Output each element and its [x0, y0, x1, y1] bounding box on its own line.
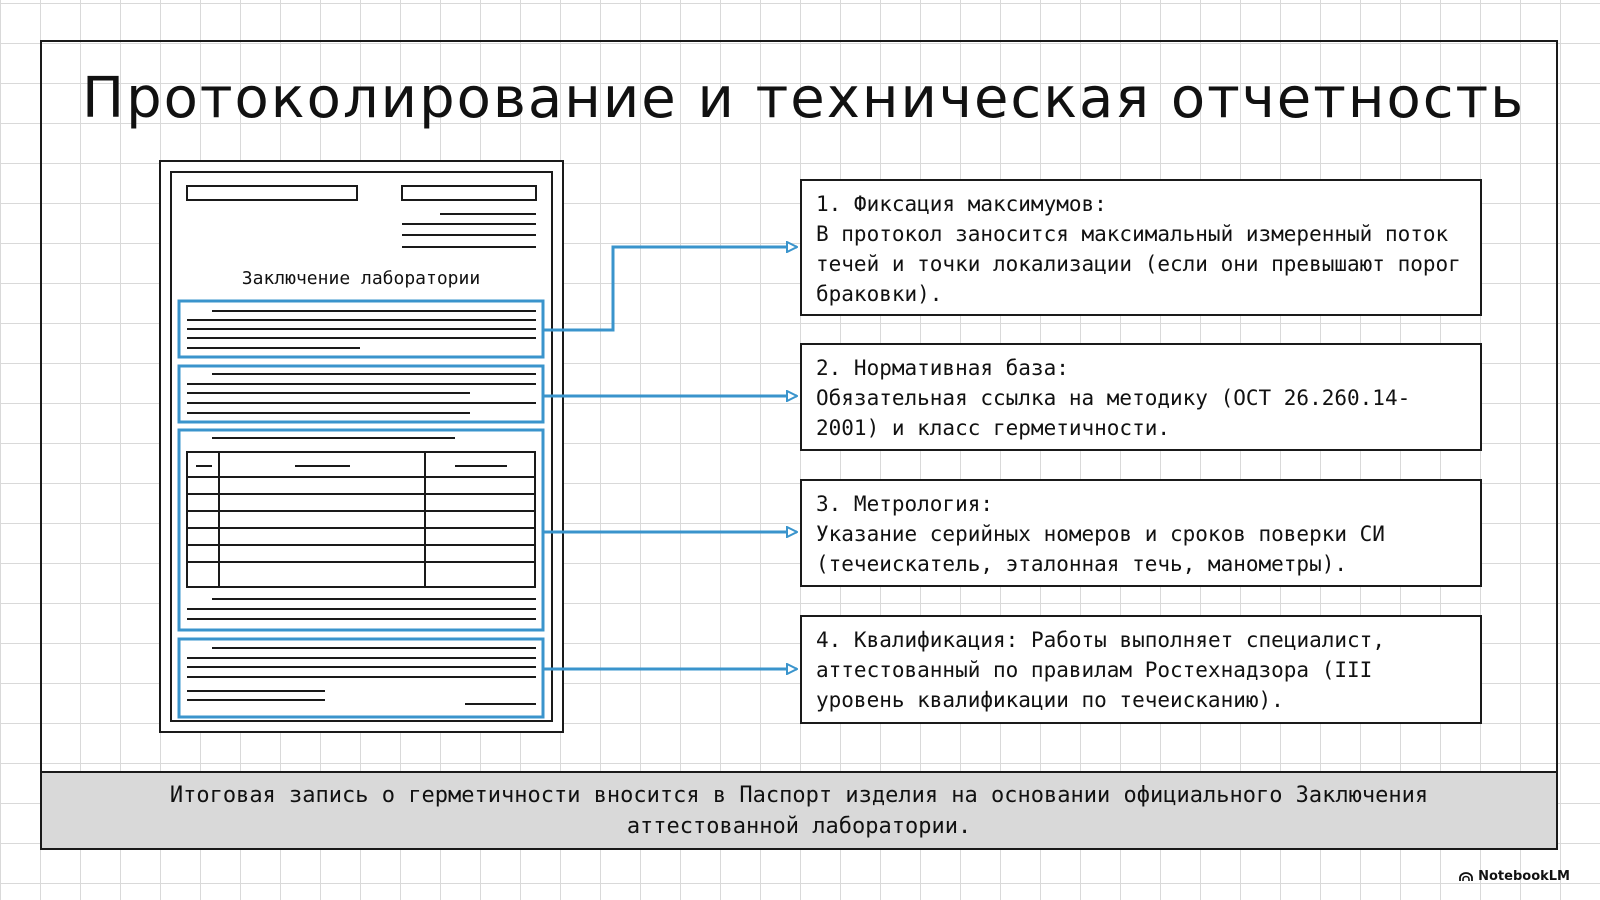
doc-header-field-right: [402, 186, 536, 200]
document-heading: Заключение лаборатории: [241, 268, 481, 289]
info-box-3-heading: 3. Метрология:: [816, 492, 994, 516]
info-box-3-body: Указание серийных номеров и сроков поверки СИ (течеискатель, эталонная течь, манометры).: [816, 522, 1398, 576]
connector-1: [543, 247, 797, 330]
footer-text: Итоговая запись о герметичности вносится в Паспорт изделия на основании официального Заключения аттестованной лаборатории.: [169, 782, 1429, 839]
info-box-4: [800, 615, 1482, 724]
info-box-2-body: Обязательная ссылка на методику (ОСТ 26.260.14-2001) и класс герметичности.: [816, 386, 1411, 440]
info-box-1: [800, 179, 1482, 316]
footer-note: [42, 771, 1556, 848]
doc-header-field-left: [187, 186, 357, 200]
brand-label: NotebookLM: [1478, 869, 1570, 884]
info-box-4-heading: 4. Квалификация:: [816, 628, 1019, 652]
notebooklm-logo-icon: [1459, 872, 1473, 882]
info-box-3: [800, 479, 1482, 587]
info-box-1-heading: 1. Фиксация максимумов:: [816, 192, 1107, 216]
info-box-2: [800, 343, 1482, 451]
page-title: Протоколирование и техническая отчетность: [82, 66, 1526, 131]
brand-watermark: [1459, 869, 1570, 884]
info-box-2-heading: 2. Нормативная база:: [816, 356, 1069, 380]
info-box-1-body: В протокол заносится максимальный измеренный поток течей и точки локализации (если они превышают порог браковки).: [816, 222, 1474, 306]
info-box-4-body: Работы выполняет специалист, аттестованный по правилам Ростехнадзора (III уровень квалификации по течеисканию).: [816, 628, 1398, 712]
